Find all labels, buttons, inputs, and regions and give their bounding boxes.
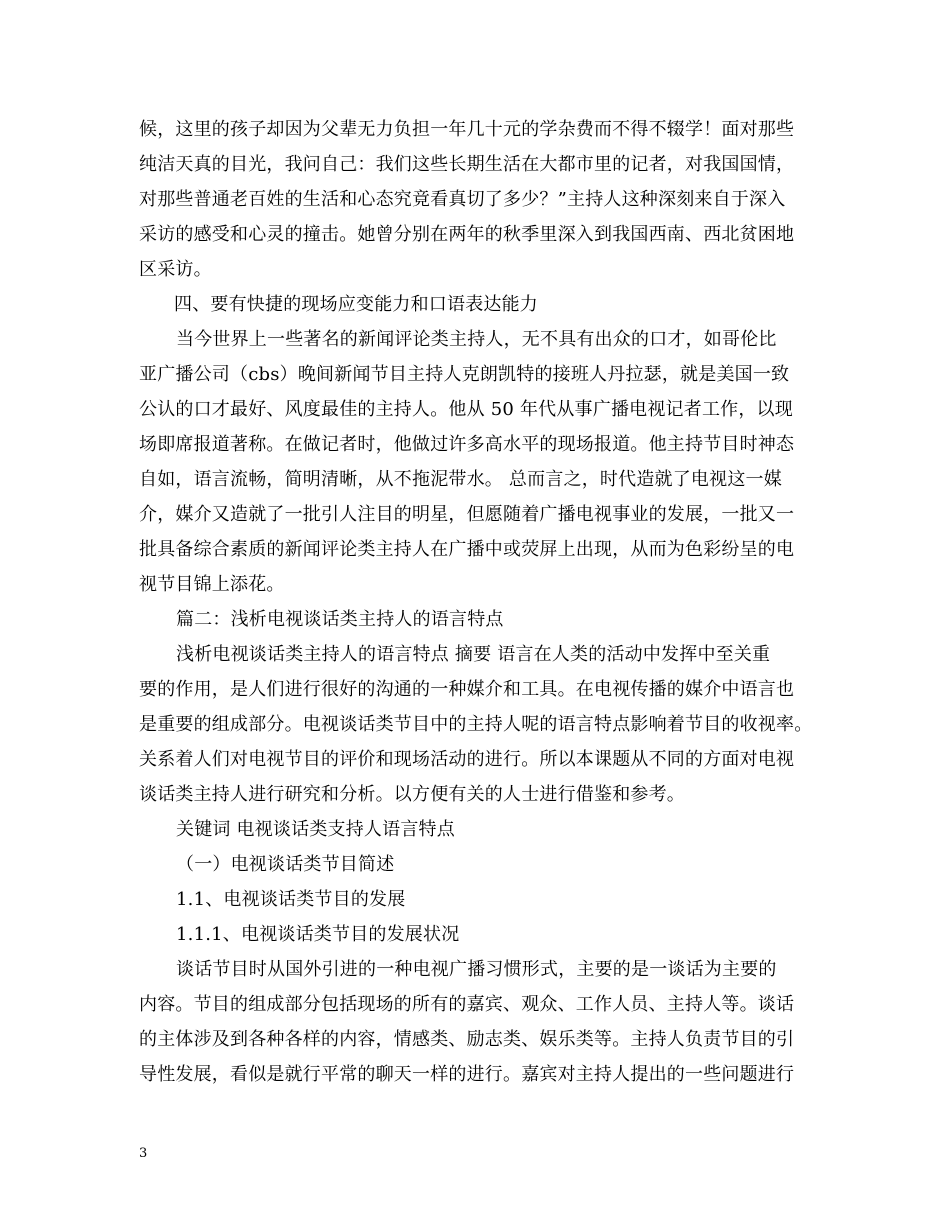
text-line: 候，这里的孩子却因为父辈无力负担一年几十元的学杂费而不得不辍学！面对那些 — [139, 119, 795, 140]
text-line: 介，媒介又造就了一批引人注目的明星，但愿随着广播电视事业的发展，一批又一 — [139, 504, 795, 525]
text-line: 关系着人们对电视节目的评价和现场活动的进行。所以本课题从不同的方面对电视 — [139, 749, 795, 770]
section-heading: 篇二：浅析电视谈话类主持人的语言特点 — [176, 609, 504, 630]
text-line: 谈话节目时从国外引进的一种电视广播习惯形式，主要的是一谈话为主要的 — [176, 959, 777, 980]
text-line: 谈话类主持人进行研究和分析。以方便有关的人士进行借鉴和参考。 — [139, 784, 685, 805]
text-line: 亚广播公司（cbs）晚间新闻节目主持人克朗凯特的接班人丹拉瑟，就是美国一致 — [139, 364, 790, 385]
text-line: 要的作用，是人们进行很好的沟通的一种媒介和工具。在电视传播的媒介中语言也 — [139, 679, 795, 700]
text-line: 是重要的组成部分。电视谈话类节目中的主持人呢的语言特点影响着节目的收视率。 — [139, 714, 813, 735]
keywords-line: 关键词 电视谈话类支持人语言特点 — [176, 819, 455, 840]
text-line: 采访的感受和心灵的撞击。她曾分别在两年的秋季里深入到我国西南、西北贫困地 — [139, 224, 795, 245]
text-line: 批具备综合素质的新闻评论类主持人在广播中或荧屏上出现，从而为色彩纷呈的电 — [139, 539, 795, 560]
text-line: 公认的口才最好、风度最佳的主持人。他从 50 年代从事广播电视记者工作，以现 — [139, 399, 793, 420]
text-line: 纯洁天真的目光，我问自己：我们这些长期生活在大都市里的记者，对我国国情， — [139, 154, 795, 175]
section-heading: 1.1、电视谈话类节目的发展 — [176, 889, 406, 910]
section-heading: 1.1.1、电视谈话类节目的发展状况 — [176, 924, 460, 945]
text-line: 内容。节目的组成部分包括现场的所有的嘉宾、观众、工作人员、主持人等。谈话 — [139, 994, 795, 1015]
text-line: 视节目锦上添花。 — [139, 574, 285, 595]
section-heading: （一）电视谈话类节目简述 — [176, 854, 395, 875]
section-heading: 四、要有快捷的现场应变能力和口语表达能力 — [174, 294, 538, 315]
text-line: 对那些普通老百姓的生活和心态究竟看真切了多少？”主持人这种深刻来自于深入 — [139, 189, 786, 210]
text-line: 场即席报道著称。在做记者时，他做过许多高水平的现场报道。他主持节目时神态 — [139, 434, 795, 455]
text-line: 自如，语言流畅，简明清晰，从不拖泥带水。 总而言之，时代造就了电视这一媒 — [139, 469, 782, 490]
page-number: 3 — [139, 1146, 148, 1161]
text-line: 导性发展，看似是就行平常的聊天一样的进行。嘉宾对主持人提出的一些问题进行 — [139, 1064, 795, 1085]
text-line: 浅析电视谈话类主持人的语言特点 摘要 语言在人类的活动中发挥中至关重 — [176, 644, 771, 665]
text-line: 的主体涉及到各种各样的内容，情感类、励志类、娱乐类等。主持人负责节目的引 — [139, 1029, 795, 1050]
text-line: 当今世界上一些著名的新闻评论类主持人，无不具有出众的口才，如哥伦比 — [176, 329, 777, 350]
text-line: 区采访。 — [139, 259, 212, 280]
